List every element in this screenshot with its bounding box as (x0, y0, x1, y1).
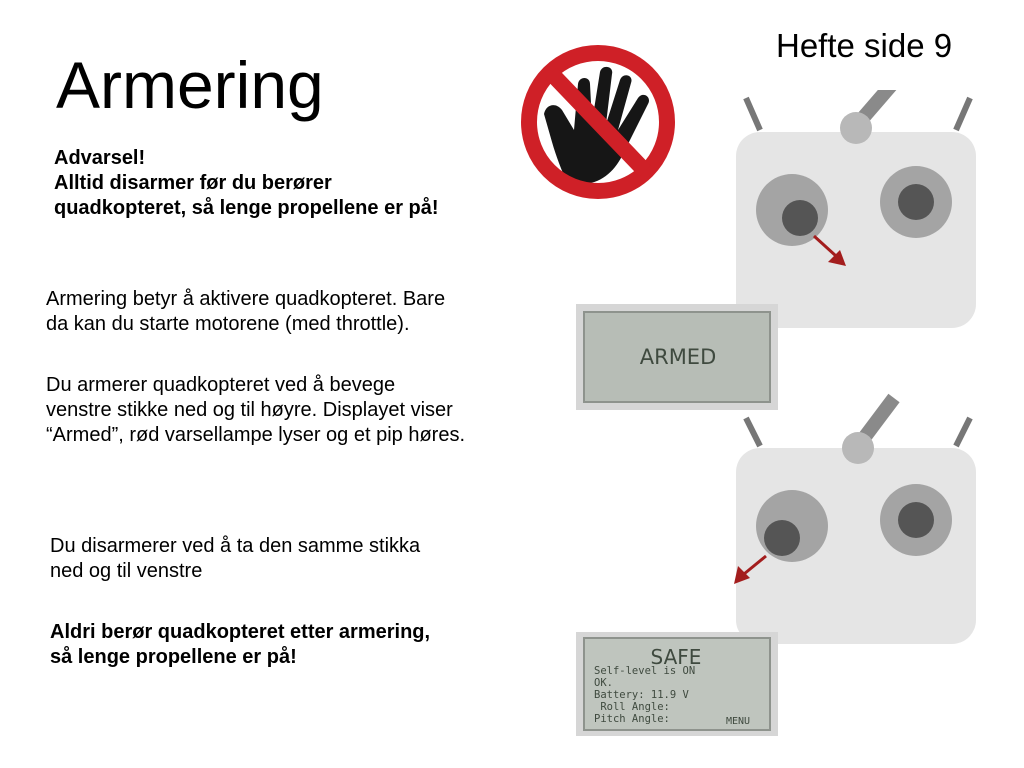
transmitter-arm-icon (730, 90, 986, 330)
closing-warning-line-1: Aldri berør quadkopteret etter armering, (50, 621, 431, 643)
lcd-armed-text: ARMED (639, 345, 717, 369)
no-touch-hand-icon (504, 44, 690, 204)
left-stick (782, 200, 818, 236)
antenna-right (956, 98, 970, 130)
lcd-menu-label: MENU (726, 716, 751, 727)
paragraph-line: da kan du starte motorene (med throttle). (46, 313, 410, 335)
paragraph-line: ned og til venstre (50, 560, 203, 582)
lcd-safe-line: Battery: 11.9 V (594, 689, 689, 701)
lcd-safe-line: OK. (594, 677, 613, 689)
page-reference: Hefte side 9 (776, 27, 953, 64)
lcd-safe-line: Self-level is ON (594, 665, 696, 677)
paragraph-line: Armering betyr å aktivere quadkopteret. Bare (46, 288, 446, 310)
paragraph-line: “Armed”, rød varsellampe lyser og et pip høres. (46, 424, 466, 446)
paragraph-disarm (50, 534, 420, 584)
lcd-safe-title: SAFE (650, 645, 702, 669)
paragraph-line: Du disarmerer ved å ta den samme stikka (50, 535, 421, 557)
closing-warning-line-2: så lenge propellene er på! (50, 646, 297, 668)
lcd-safe-line: Roll Angle: (594, 701, 670, 713)
antenna-right (956, 418, 970, 446)
warning-line-2: Alltid disarmer før du berører (54, 172, 332, 194)
paragraph-arming (46, 287, 445, 337)
antenna-base (840, 112, 872, 144)
slide-title: Armering (56, 48, 324, 122)
warning-line-3: quadkopteret, så lenge propellene er på! (54, 197, 439, 219)
warning-text (54, 146, 439, 221)
right-stick (898, 502, 934, 538)
paragraph-line: venstre stikke ned og til høyre. Displayet viser (46, 399, 453, 421)
closing-warning (50, 620, 430, 670)
antenna-base (842, 432, 874, 464)
paragraph-how-to-arm (46, 373, 465, 448)
lcd-safe-display (576, 632, 778, 736)
lcd-safe-line: Pitch Angle: (594, 713, 670, 725)
transmitter-disarm-icon (730, 392, 986, 648)
paragraph-line: Du armerer quadkopteret ved å bevege (46, 374, 396, 396)
antenna-left (746, 98, 760, 130)
warning-line-1: Advarsel! (54, 147, 146, 169)
right-stick (898, 184, 934, 220)
left-stick (764, 520, 800, 556)
antenna-left (746, 418, 760, 446)
